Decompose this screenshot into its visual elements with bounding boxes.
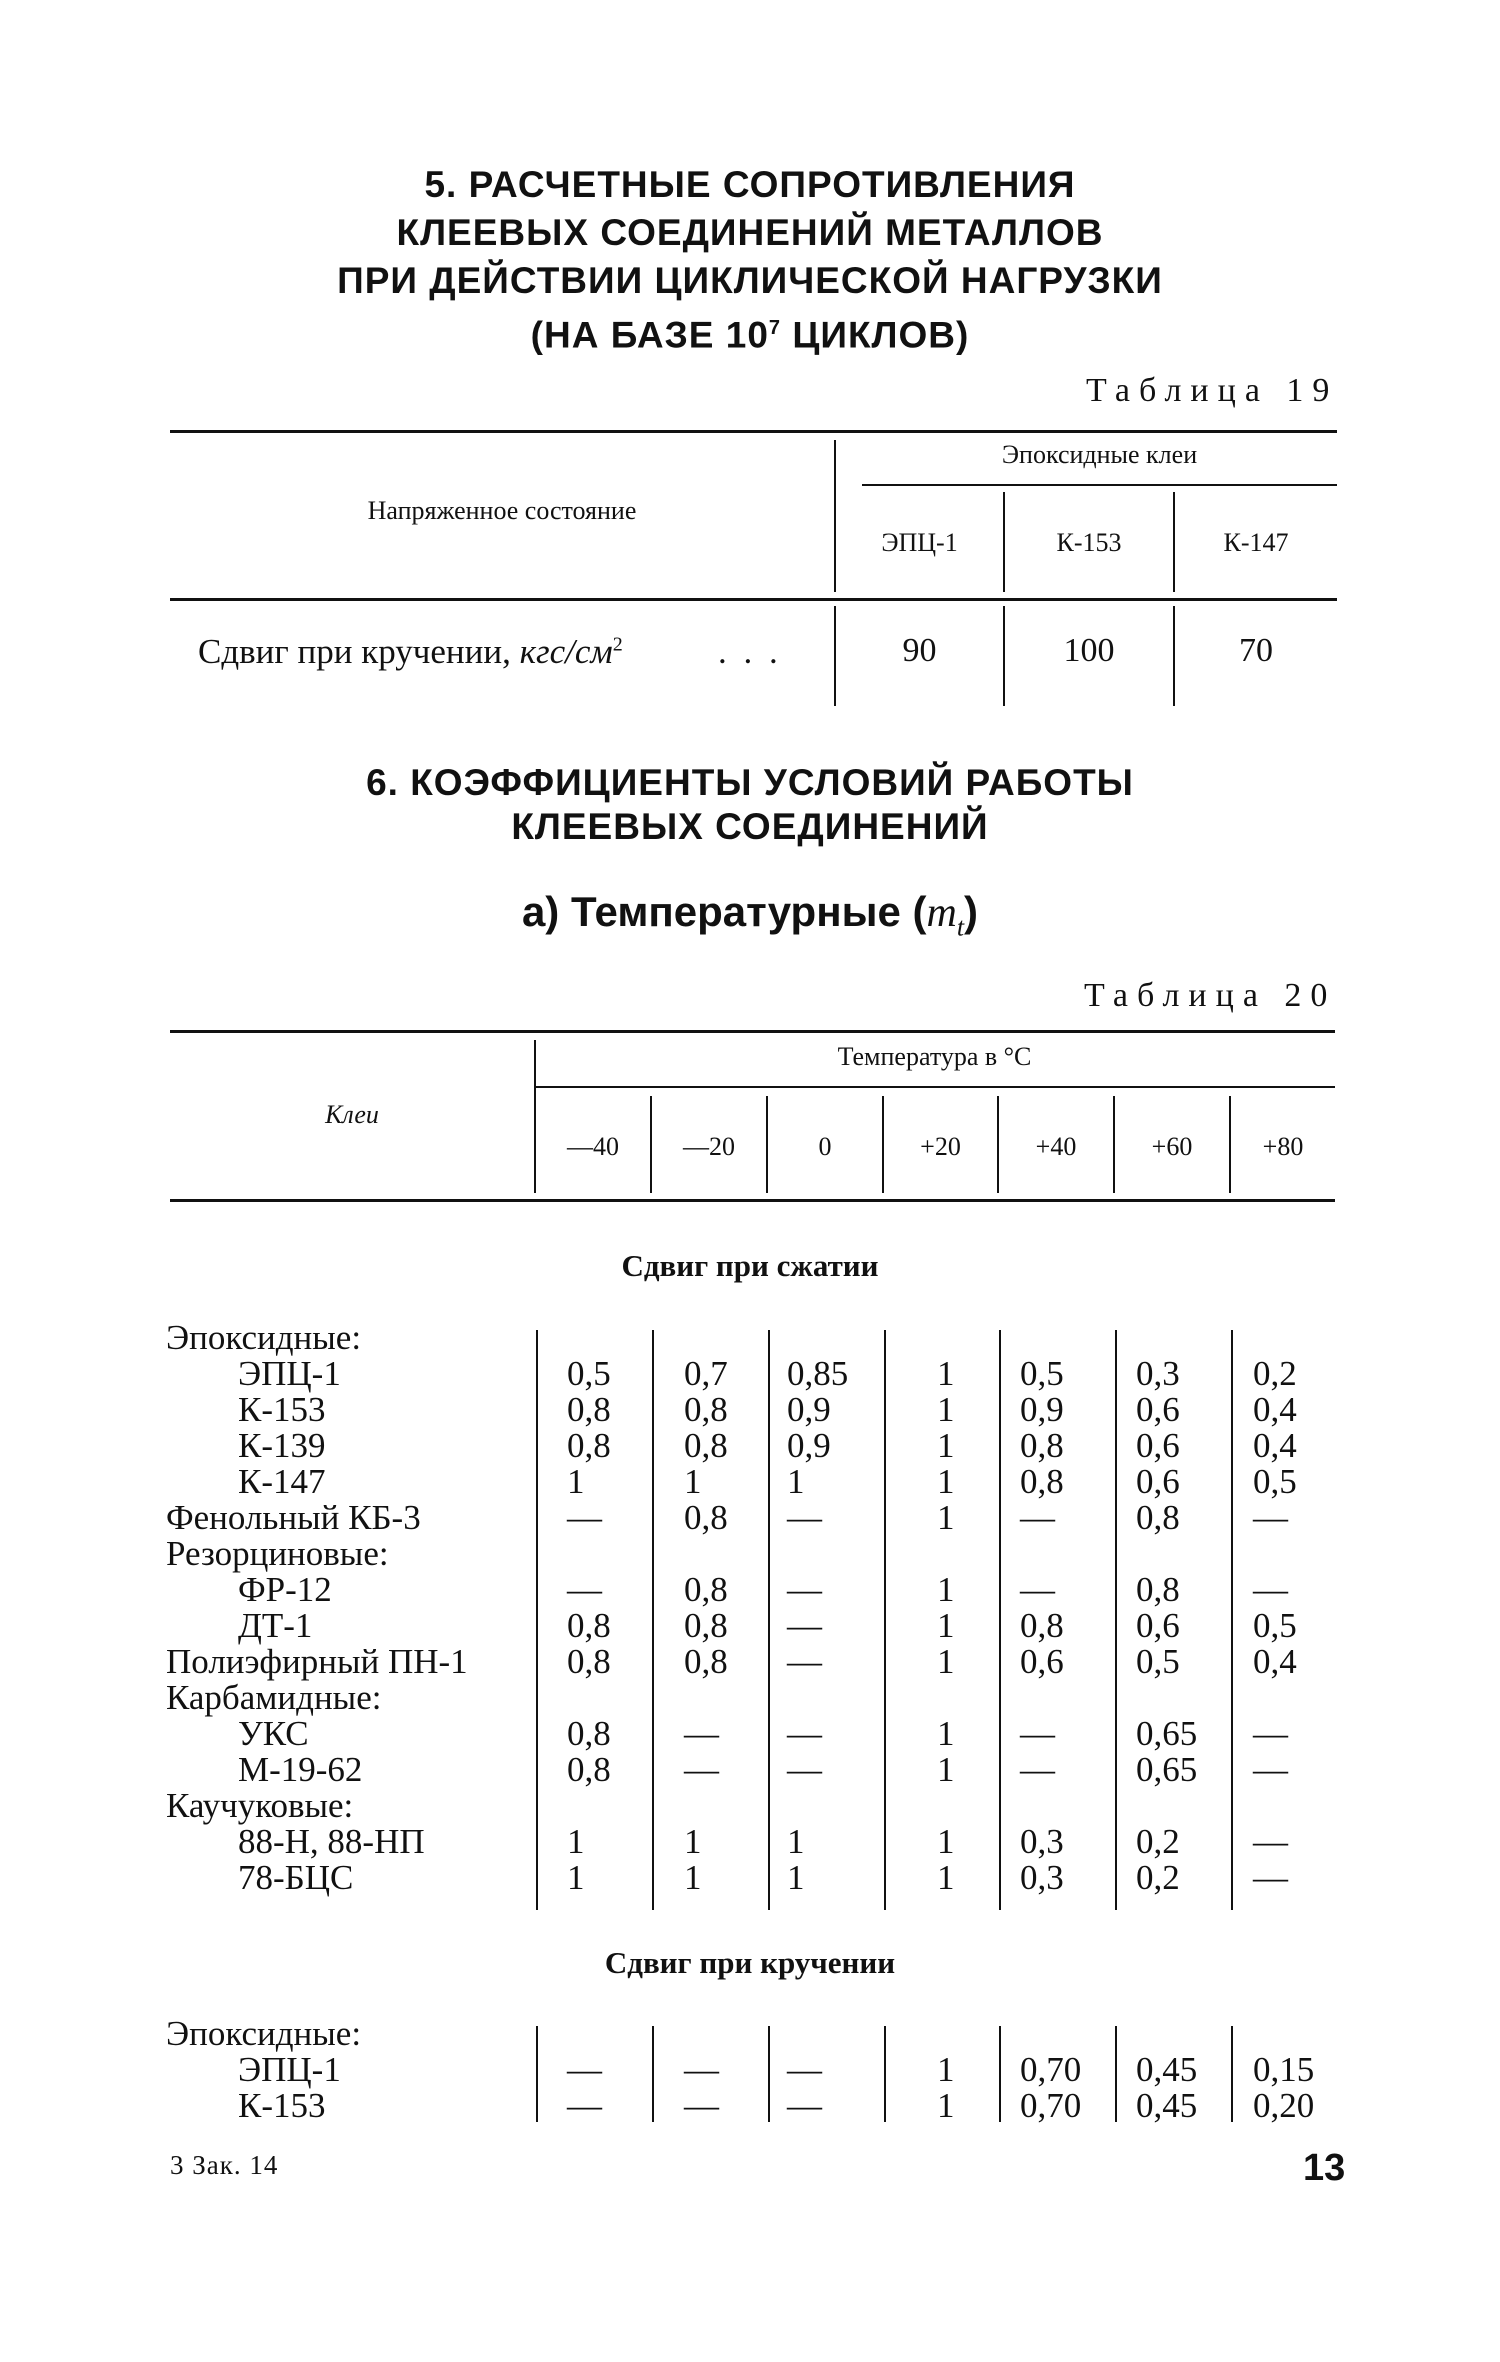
table20-col-header: —40 <box>567 1132 619 1161</box>
table20-cell: 0,8 <box>567 1426 611 1465</box>
footer-left: 3 Зак. 14 <box>170 2150 279 2180</box>
table20-cell: 0,7 <box>684 1354 728 1393</box>
table20-cell: 1 <box>684 1822 702 1861</box>
table20-cell: 0,4 <box>1253 1642 1297 1681</box>
table20-cell: — <box>787 2086 822 2125</box>
table20-cell: 0,3 <box>1020 1822 1064 1861</box>
table20-row-label: К-153 <box>238 2086 326 2125</box>
table20-row-label: ДТ-1 <box>238 1606 313 1645</box>
table20-row-label: Резорциновые: <box>166 1534 389 1573</box>
table20-col-divider <box>652 2026 654 2122</box>
table20-cell: — <box>1253 1498 1288 1537</box>
table20-col-divider <box>884 1330 886 1910</box>
table20-cell: 0,8 <box>684 1570 728 1609</box>
table20-cell: 1 <box>937 1714 955 1753</box>
table20-cell: 0,6 <box>1136 1606 1180 1645</box>
table20-cell: — <box>567 1570 602 1609</box>
section5-title-line-2: КЛЕЕВЫХ СОЕДИНЕНИЙ МЕТАЛЛОВ <box>396 212 1104 253</box>
table20-cell: 0,6 <box>1136 1426 1180 1465</box>
table20-cell: — <box>1020 1714 1055 1753</box>
table20-cell: 1 <box>937 1498 955 1537</box>
table20-cell: 1 <box>567 1858 585 1897</box>
table20-cell: 1 <box>937 1606 955 1645</box>
table20-row-label: УКС <box>238 1714 309 1753</box>
table20-cell: 0,8 <box>567 1642 611 1681</box>
table19-stub-header: Напряженное состояние <box>367 496 637 525</box>
table20-cell: — <box>684 1750 719 1789</box>
table20-col-divider <box>768 2026 770 2122</box>
table20-cell: 0,5 <box>1253 1606 1297 1645</box>
table20-row-label: К-139 <box>238 1426 326 1465</box>
table20-cell: 0,65 <box>1136 1750 1198 1789</box>
table20-col-divider <box>652 1330 654 1910</box>
section5-title-line-4: (НА БАЗЕ $10^7$ ЦИКЛОВ) <box>530 314 970 356</box>
table20-row-label: Карбамидные: <box>166 1678 382 1717</box>
table20-col-divider <box>536 2026 538 2122</box>
table20-cell: — <box>1253 1858 1288 1897</box>
table20-cell: 0,8 <box>1136 1498 1180 1537</box>
table20-col-divider <box>1115 2026 1117 2122</box>
table20-cell: — <box>1020 1750 1055 1789</box>
table20-col-divider <box>536 1330 538 1910</box>
table20-cell: 0,3 <box>1136 1354 1180 1393</box>
section6-subtitle: а) Температурные $(m_t)$ <box>521 888 979 942</box>
table20-cell: 0,70 <box>1020 2086 1082 2125</box>
table20-col-header: +60 <box>1151 1132 1193 1161</box>
table20-cell: 0,2 <box>1136 1858 1180 1897</box>
table20-row-label: 88-Н, 88-НП <box>238 1822 425 1861</box>
table19-cell: 70 <box>1239 632 1273 669</box>
section6-title-line-2: КЛЕЕВЫХ СОЕДИНЕНИЙ <box>511 806 989 847</box>
table19-cell: 90 <box>902 632 937 669</box>
table20-cell: 0,6 <box>1020 1642 1064 1681</box>
table20-cell: 0,5 <box>567 1354 611 1393</box>
table20-cell: 0,5 <box>1136 1642 1180 1681</box>
table20-col-divider <box>1115 1330 1117 1910</box>
table20-group-header: Температура в °С <box>837 1042 1032 1071</box>
table20-cell: 1 <box>937 2050 955 2089</box>
table20-row-label: Полиэфирный ПН-1 <box>166 1642 468 1681</box>
table20-cell: — <box>787 2050 822 2089</box>
table20-cell: 0,4 <box>1253 1390 1297 1429</box>
table20-cell: 0,2 <box>1136 1822 1180 1861</box>
table20-cell: — <box>684 2050 719 2089</box>
table20-cell: 0,4 <box>1253 1426 1297 1465</box>
table20-cell: — <box>1253 1570 1288 1609</box>
table20-cell: — <box>567 1498 602 1537</box>
table20-row-label: К-147 <box>238 1462 326 1501</box>
table19-group-header: Эпоксидные клеи <box>1001 440 1198 469</box>
table20-cell: — <box>787 1750 822 1789</box>
table20-cell: — <box>684 1714 719 1753</box>
table19-row-label: Сдвиг при кручении, кгс/$см^2$ <box>198 632 623 671</box>
table20-cell: — <box>567 2086 602 2125</box>
table20-cell: 1 <box>937 1462 955 1501</box>
table20-cell: 0,2 <box>1253 1354 1297 1393</box>
table20-col-header: +80 <box>1262 1132 1304 1161</box>
table19-group-rule <box>862 484 1337 486</box>
table20-cell: 1 <box>937 2086 955 2125</box>
table20-cell: 0,65 <box>1136 1714 1198 1753</box>
table20-cell: 1 <box>937 1822 955 1861</box>
page-number: 13 <box>1303 2147 1346 2189</box>
table20-cell: 0,8 <box>567 1606 611 1645</box>
table20-cell: — <box>1253 1714 1288 1753</box>
table20-cell: 0,8 <box>684 1606 728 1645</box>
table20-cell: — <box>1020 1498 1055 1537</box>
table20-cell: 0,9 <box>787 1426 831 1465</box>
table20-cell: — <box>787 1606 822 1645</box>
section5-title-line-3: ПРИ ДЕЙСТВИИ ЦИКЛИЧЕСКОЙ НАГРУЗКИ <box>337 260 1163 301</box>
table20-col-header: +40 <box>1035 1132 1077 1161</box>
table20-cell: 0,15 <box>1253 2050 1315 2089</box>
table20-header-rule <box>170 1199 1335 1202</box>
table19-top-rule <box>170 430 1337 433</box>
table20-col-header: —20 <box>683 1132 735 1161</box>
table20-cell: 0,3 <box>1020 1858 1064 1897</box>
table19-label: Таблица 19 <box>1086 372 1339 409</box>
table20-cell: 0,20 <box>1253 2086 1315 2125</box>
table20-cell: 0,8 <box>1020 1462 1064 1501</box>
table20-cell: 0,9 <box>787 1390 831 1429</box>
table20-group-rule <box>534 1086 1335 1088</box>
table20-cell: 0,45 <box>1136 2050 1198 2089</box>
table20-row-label: Фенольный КБ-3 <box>166 1498 421 1537</box>
table20-cell: 0,5 <box>1253 1462 1297 1501</box>
table20-cell: — <box>1253 1822 1288 1861</box>
table20-cell: 1 <box>937 1642 955 1681</box>
table20-cell: 0,5 <box>1020 1354 1064 1393</box>
table20-cell: 0,85 <box>787 1354 849 1393</box>
table20-cell: 1 <box>787 1462 805 1501</box>
table20-top-rule <box>170 1030 1335 1033</box>
table20-row-label: Эпоксидные: <box>166 1318 362 1357</box>
table20-row-label: Эпоксидные: <box>166 2014 362 2053</box>
table20-cell: 0,8 <box>684 1498 728 1537</box>
table19-col-header: К-153 <box>1056 528 1122 557</box>
table20-cell: 0,8 <box>1136 1570 1180 1609</box>
table19-header-rule <box>170 598 1337 601</box>
table20-col-divider <box>999 1330 1001 1910</box>
table19-stub-divider <box>834 440 836 592</box>
table20-col-header: +20 <box>920 1132 961 1161</box>
table20-row-label: Каучуковые: <box>166 1786 354 1825</box>
table20-cell: 1 <box>787 1822 805 1861</box>
table20-cell: 0,8 <box>1020 1606 1064 1645</box>
table20-cell: 1 <box>567 1462 585 1501</box>
table20-cell: — <box>1020 1570 1055 1609</box>
table20-col-divider <box>999 2026 1001 2122</box>
table20-cell: 0,6 <box>1136 1390 1180 1429</box>
table20-cell: — <box>567 2050 602 2089</box>
table20-cell: 1 <box>937 1390 955 1429</box>
table20-cell: — <box>787 1642 822 1681</box>
table20-row-label: ЭПЦ-1 <box>238 1354 341 1393</box>
table20-cell: — <box>787 1498 822 1537</box>
table20-stub-header: Клеи <box>325 1100 379 1129</box>
table20-col-divider <box>1231 1330 1233 1910</box>
table20-cell: — <box>787 1570 822 1609</box>
section5-title-line-1: 5. РАСЧЕТНЫЕ СОПРОТИВЛЕНИЯ <box>424 164 1076 205</box>
table20-cell: — <box>684 2086 719 2125</box>
table20-cell: 1 <box>937 1354 955 1393</box>
table20-cell: 0,8 <box>567 1390 611 1429</box>
table20-label: Таблица 20 <box>1084 977 1337 1014</box>
table20-cell: 1 <box>937 1570 955 1609</box>
table20-col-divider <box>768 1330 770 1910</box>
table20-cell: 1 <box>937 1426 955 1465</box>
table20-cell: 0,70 <box>1020 2050 1082 2089</box>
table20-cell: 0,8 <box>684 1642 728 1681</box>
table20-section-title: Сдвиг при сжатии <box>621 1248 879 1283</box>
section6-title-line-1: 6. КОЭФФИЦИЕНТЫ УСЛОВИЙ РАБОТЫ <box>366 762 1134 803</box>
table20-row-label: ЭПЦ-1 <box>238 2050 341 2089</box>
table20-cell: 0,45 <box>1136 2086 1198 2125</box>
table19-col-header: ЭПЦ-1 <box>881 528 958 557</box>
table20-cell: 0,6 <box>1136 1462 1180 1501</box>
table20-cell: 0,8 <box>684 1426 728 1465</box>
table20-cell: — <box>787 1714 822 1753</box>
table20-cell: 1 <box>787 1858 805 1897</box>
table20-section-title: Сдвиг при кручении <box>604 1945 896 1980</box>
table20-cell: 1 <box>937 1750 955 1789</box>
table20-cell: 0,8 <box>684 1390 728 1429</box>
table20-col-divider <box>1231 2026 1233 2122</box>
table20-col-header: 0 <box>818 1132 832 1161</box>
table20-cell: 0,8 <box>567 1750 611 1789</box>
table20-cell: 1 <box>937 1858 955 1897</box>
table20-row-label: М-19-62 <box>238 1750 363 1789</box>
table20-cell: 0,8 <box>567 1714 611 1753</box>
table19-cell: 100 <box>1063 632 1115 669</box>
table20-row-label: 78-БЦС <box>238 1858 354 1897</box>
table20-cell: 1 <box>567 1822 585 1861</box>
table20-cell: 0,9 <box>1020 1390 1064 1429</box>
table20-row-label: К-153 <box>238 1390 326 1429</box>
table19-col-header: К-147 <box>1223 528 1289 557</box>
table20-cell: 1 <box>684 1858 702 1897</box>
table20-col-divider <box>884 2026 886 2122</box>
table20-row-label: ФР-12 <box>238 1570 332 1609</box>
leader-dots: . . . <box>718 632 782 671</box>
table20-cell: — <box>1253 1750 1288 1789</box>
table20-cell: 1 <box>684 1462 702 1501</box>
table20-cell: 0,8 <box>1020 1426 1064 1465</box>
